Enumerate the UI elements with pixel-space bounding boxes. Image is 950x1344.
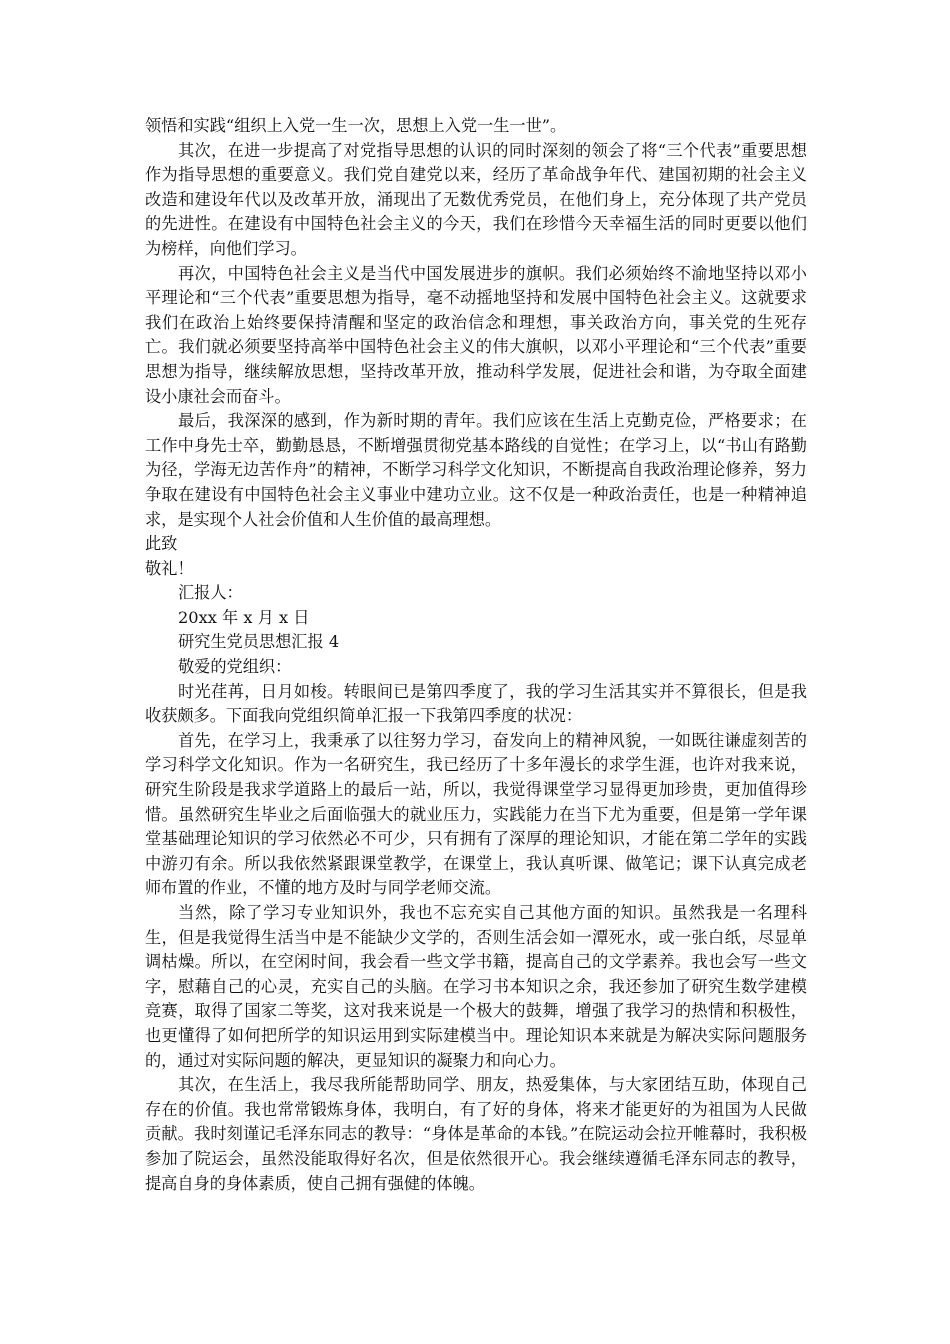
- salutation: 敬爱的党组织：: [178, 657, 292, 677]
- closing-jingli: 敬礼！: [145, 558, 194, 578]
- paragraph-secondly-theory: 其次，在进一步提高了对党指导思想的认识的同时深刻的领会了将“三个代表”重要思想作为指导思想的重要意义。我们党自建党以来，经历了革命战争年代、建国初期的社会主义改造和建设年代以及改革开放，涌现出了无数优秀党员，在他们身上，充分体现了共产党员的先进性。在建设有中国特色社会主义的今天，我们在珍惜今天幸福生活的同时更要以他们为榜样，向他们学习。: [145, 140, 807, 258]
- paragraph-study: 首先，在学习上，我秉承了以往努力学习，奋发向上的精神风貌，一如既往谦虚刻苦的学习科学文化知识。作为一名研究生，我已经历了十多年漫长的求学生涯，也许对我来说，研究生阶段是我求学道路上的最后一站，所以，我觉得课堂学习显得更加珍贵，更加值得珍惜。虽然研究生毕业之后面临强大的就业压力，实践能力在当下尤为重要，但是第一学年课堂基础理论知识的学习依然必不可少，只有拥有了深厚的理论知识，才能在第二学年的实践中游刃有余。所以我依然紧跟课堂教学，在课堂上，我认真听课、做笔记；课下认真完成老师布置的作业，不懂的地方及时与同学老师交流。: [145, 730, 807, 898]
- paragraph-finally-youth: 最后，我深深的感到，作为新时期的青年。我们应该在生活上克勤克俭，严格要求；在工作中身先士卒，勤勤恳恳，不断增强贯彻党基本路线的自觉性；在学习上，以“书山有路勤为径，学海无边苦作舟”的精神，不断学习科学文化知识，不断提高自我政治理论修养，努力争取在建设有中国特色社会主义事业中建功立业。这不仅是一种政治责任，也是一种精神追求，是实现个人社会价值和人生价值的最高理想。: [145, 411, 807, 529]
- signature-date: 20xx 年 x 月 x 日: [178, 607, 310, 627]
- document-page: [145, 114, 807, 1196]
- paragraph-other-knowledge: 当然，除了学习专业知识外，我也不忘充实自己其他方面的知识。虽然我是一名理科生，但是我觉得生活当中是不能缺少文学的，否则生活会如一潭死水，或一张白纸，尽显单调枯燥。所以，在空闲时间，我会看一些文学书籍，提高自己的文学素养。我也会写一些文字，慰藉自己的心灵，充实自己的头脑。在学习书本知识之余，我还参加了研究生数学建模竞赛，取得了国家二等奖，这对我来说是一个极大的鼓舞，增强了我学习的热情和积极性，也更懂得了如何把所学的知识运用到实际建模当中。理论知识本来就是为解决实际问题服务的，通过对实际问题的解决，更显知识的凝聚力和向心力。: [145, 903, 807, 1070]
- paragraph-continuation: 领悟和实践“组织上入党一生一次，思想上入党一生一世”。: [145, 116, 567, 135]
- closing-cizhi: 此致: [145, 534, 178, 554]
- paragraph-intro: 时光荏苒，日月如梭。转眼间已是第四季度了，我的学习生活其实并不算很长，但是我收获颇多。下面我向党组织简单汇报一下我第四季度的状况：: [145, 681, 807, 726]
- paragraph-again-socialism: 再次，中国特色社会主义是当代中国发展进步的旗帜。我们必须始终不渝地坚持以邓小平理论和“三个代表”重要思想为指导，毫不动摇地坚持和发展中国特色社会主义。这就要求我们在政治上始终要保持清醒和坚定的政治信念和理想，事关政治方向，事关党的生死存亡。我们就必须要坚持高举中国特色社会主义的伟大旗帜，以邓小平理论和“三个代表”重要思想为指导，继续解放思想，坚持改革开放，推动科学发展，促进社会和谐，为夺取全面建设小康社会而奋斗。: [145, 263, 807, 406]
- paragraph-life: 其次，在生活上，我尽我所能帮助同学、朋友，热爱集体，与大家团结互助，体现自己存在的价值。我也常常锻炼身体，我明白，有了好的身体，将来才能更好的为祖国为人民做贡献。我时刻谨记毛泽东同志的教导：“身体是革命的本钱。”在院运动会拉开帷幕时，我积极参加了院运会，虽然没能取得好名次，但是依然很开心。我会继续遵循毛泽东同志的教导，提高自身的身体素质，使自己拥有强健的体魄。: [145, 1075, 807, 1193]
- signature-reporter: 汇报人：: [178, 583, 243, 603]
- section-title: 研究生党员思想汇报 4: [178, 632, 340, 652]
